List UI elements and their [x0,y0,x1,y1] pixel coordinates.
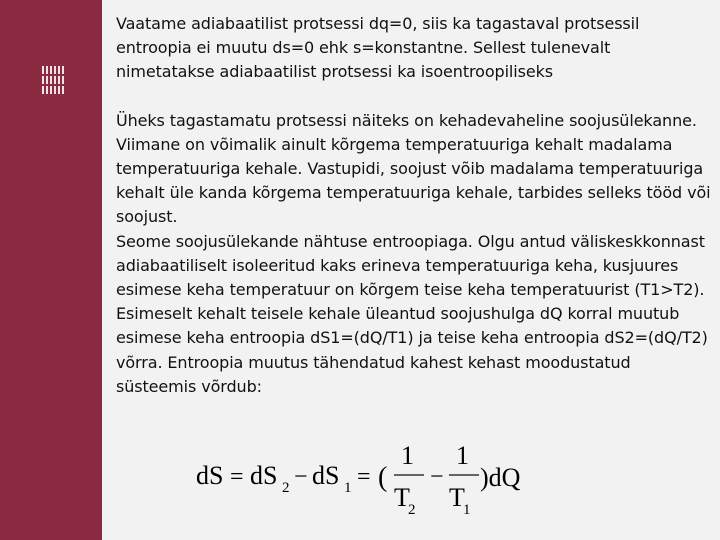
left-decorative-band [0,0,102,540]
formula-lhs: dS [196,461,224,490]
fraction-2-numerator: 1 [456,441,469,470]
formula-ds2: dS [250,461,278,490]
slide-content [102,0,720,540]
paragraph-irreversible: Üheks tagastamatu protsessi näiteks on kehadevaheline soojusülekanne. Viimane on võimalik ainult kõrgema temperatuuriga kehalt madalama temperatuuriga kehale. Vastupidi, soojust võib madalama temperatuuriga kehalt üle kanda kõrgema temperatuuriga kehale, tarbides selleks tööd või soojust. [116,110,711,227]
fraction-1-denominator: T [394,483,410,512]
formula-ds1: dS [312,461,340,490]
formula-equals-1: = [230,464,244,490]
formula-ds2-subscript: 2 [282,480,290,496]
paragraph-adiabatic: Vaatame adiabaatilist protsessi dq=0, siis ka tagastaval protsessil entroopia ei muutu ds=0 ehk s=konstantne. Sellest tulenevalt nimetatakse adiabaatilist protsessi ka isoentroopiliseks [116,14,640,82]
entropy-formula [194,434,554,524]
logo-icon [42,66,66,94]
formula-minus-1: − [294,464,308,490]
fraction-2-denominator-subscript: 1 [463,502,471,518]
text-area [116,12,712,399]
formula-minus-2: − [430,464,444,490]
formula-equals-2: = [357,464,371,490]
fraction-1-denominator-subscript: 2 [408,502,416,518]
formula-open-paren: ( [378,462,388,493]
formula-close-paren-dq: )dQ [480,463,521,492]
paragraph-heat-transfer: Seome soojusülekande nähtuse entroopiaga. Olgu antud väliskeskkonnast adiabaatiliselt isoleeritud kaks erineva temperatuuriga keha, kusjuures esimese keha temperatuur on kõrgem teise keha temperatuurist (T1>T2). Esimeselt kehalt teisele kehale üleantud soojushulga dQ korral muutub esimese keha entroopia dS1=(dQ/T1) ja teise keha entroopia dS2=(dQ/T2) võrra. Entroopia muutus tähendatud kahest kehast moodustatud süsteemis võrdub: [116,231,708,396]
fraction-2-denominator: T [449,483,465,512]
fraction-1-numerator: 1 [401,441,414,470]
formula-ds1-subscript: 1 [344,480,352,496]
